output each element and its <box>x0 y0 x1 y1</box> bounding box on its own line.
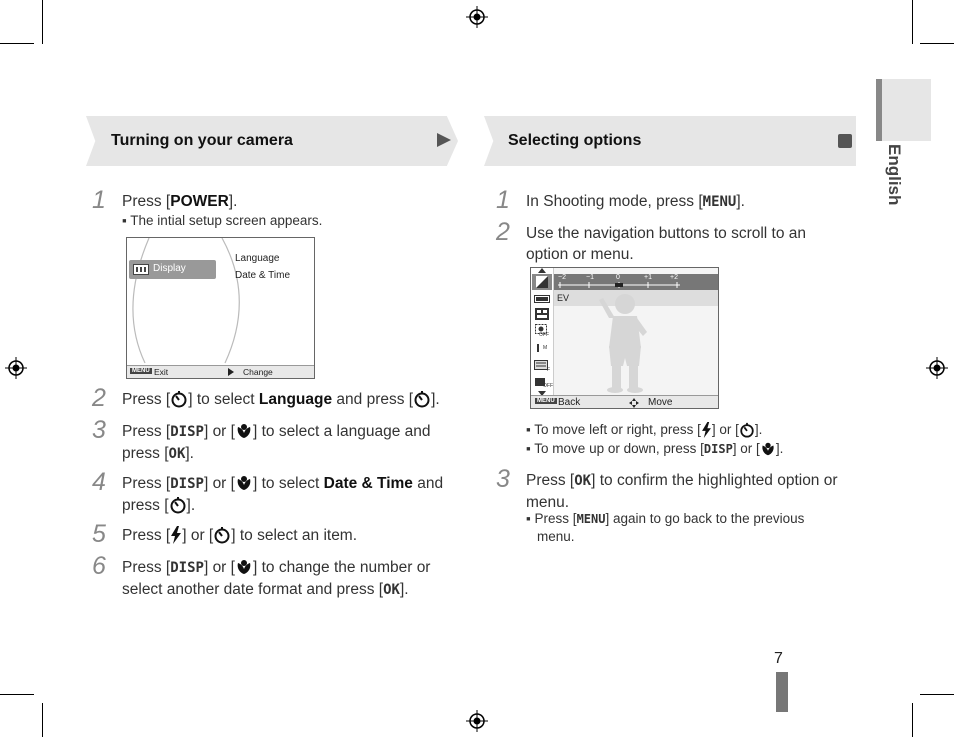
change-label[interactable]: Change <box>243 367 273 377</box>
section-title: Turning on your camera <box>111 132 293 149</box>
crop-mark <box>920 694 954 695</box>
section-title: Selecting options <box>508 132 642 149</box>
display-menu-item[interactable] <box>129 260 216 279</box>
step-text: Press [DISP] or [ ] to change the number or select another date format and press [OK]. <box>122 559 431 598</box>
flash-icon <box>701 422 712 438</box>
registration-mark-icon <box>466 710 488 732</box>
menu-key: MENU <box>132 368 150 374</box>
right-arrow-icon <box>227 368 235 376</box>
metering-icon <box>537 344 539 352</box>
flash-icon <box>170 526 182 544</box>
step-bullet: ▪ Press [MENU] again to go back to the previous menu. <box>526 511 805 544</box>
timer-icon <box>213 526 231 544</box>
crop-mark <box>0 43 34 44</box>
step-number: 4 <box>92 468 106 496</box>
battery-icon <box>534 295 550 303</box>
language-tab-label: English <box>885 144 904 206</box>
ev-icon[interactable] <box>532 274 552 290</box>
step-bullet: ▪ To move up or down, press [DISP] or [ ]. <box>526 441 784 456</box>
setup-screen <box>126 237 315 379</box>
display-label: Display <box>153 263 186 274</box>
crop-mark <box>912 0 913 44</box>
crop-mark <box>42 0 43 44</box>
square-end-icon <box>838 134 852 148</box>
language-tab <box>876 79 931 141</box>
registration-mark-icon <box>5 357 27 379</box>
timer-icon <box>169 496 187 514</box>
step-text: Use the navigation buttons to scroll to an option or menu. <box>526 225 807 263</box>
crop-mark <box>0 694 34 695</box>
step-number: 5 <box>92 520 106 548</box>
nav-pad-icon <box>629 398 639 408</box>
macro-icon <box>235 558 253 576</box>
step-number: 2 <box>496 218 510 246</box>
step-text: In Shooting mode, press [MENU]. <box>526 193 745 210</box>
screen-bottom-bar <box>127 365 314 379</box>
page-number-bar <box>776 672 788 712</box>
icon-label: OFF <box>539 332 549 338</box>
option-date-time[interactable]: Date & Time <box>235 270 291 281</box>
crop-mark <box>42 703 43 737</box>
step-text: Press [ ] to select Language and press [ ]. <box>122 391 440 408</box>
step-number: 3 <box>496 465 510 493</box>
arrow-right-icon <box>436 132 452 148</box>
icon-column <box>531 268 554 396</box>
step-number: 1 <box>496 186 510 214</box>
drive-mode-icon <box>534 360 548 370</box>
step-number: 3 <box>92 416 106 444</box>
registration-mark-icon <box>926 357 948 379</box>
screen-arcs <box>127 238 314 368</box>
timer-icon <box>413 390 431 408</box>
icon-label: OFF <box>543 383 553 389</box>
step-number: 1 <box>92 186 106 214</box>
timer-icon <box>170 390 188 408</box>
macro-icon <box>760 441 776 457</box>
ev-label: EV <box>557 293 570 303</box>
icon-label: F <box>547 367 551 373</box>
step-bullet: ▪ To move left or right, press [ ] or [ ]. <box>526 422 763 437</box>
display-icon <box>133 264 149 275</box>
icon-label: M <box>543 345 548 351</box>
language-tab-bar <box>876 79 882 141</box>
step-text: Press [DISP] or [ ] to select Date & Time and press [ ]. <box>122 475 444 514</box>
ev-scale-labels: −2 −1 0 +1 +2 <box>558 274 678 281</box>
up-arrow-icon <box>538 268 546 273</box>
step-bullet: ▪ The intial setup screen appears. <box>122 213 323 228</box>
macro-icon <box>235 422 253 440</box>
menu-key: MENU <box>537 398 555 404</box>
registration-mark-icon <box>466 6 488 28</box>
step-number: 2 <box>92 384 106 412</box>
screen-bottom-bar <box>531 395 718 409</box>
shooting-menu-screen <box>530 267 719 409</box>
step-number: 6 <box>92 552 106 580</box>
step-text: Press [POWER]. <box>122 193 238 210</box>
page-number: 7 <box>774 650 783 667</box>
crop-mark <box>912 703 913 737</box>
move-label[interactable]: Move <box>648 397 673 408</box>
step-text: Press [OK] to confirm the highlighted option or menu. <box>526 472 838 511</box>
exit-label[interactable]: Exit <box>154 367 169 377</box>
step-text: Press [DISP] or [ ] to select a language and press [OK]. <box>122 423 431 462</box>
option-language[interactable]: Language <box>235 253 280 264</box>
macro-icon <box>235 474 253 492</box>
back-label[interactable]: Back <box>558 397 581 408</box>
crop-mark <box>920 43 954 44</box>
child-silhouette <box>595 286 653 396</box>
white-balance-icon <box>535 308 549 320</box>
step-text: Press [ ] or [ ] to select an item. <box>122 527 358 544</box>
timer-icon <box>739 422 755 438</box>
